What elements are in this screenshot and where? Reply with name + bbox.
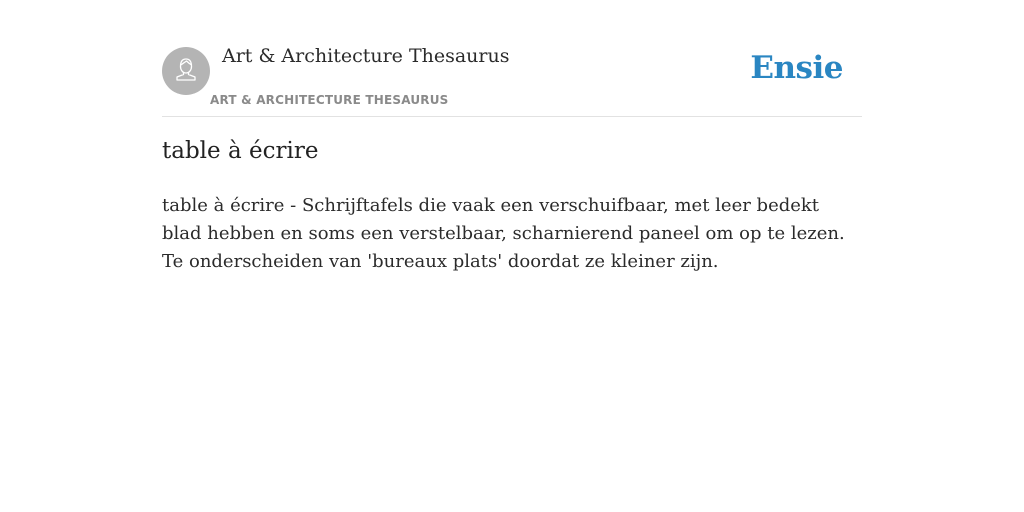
author-header <box>162 40 862 117</box>
author-avatar[interactable] <box>162 47 210 95</box>
page-title: table à écrire <box>162 138 319 164</box>
user-icon <box>171 54 201 89</box>
definition-text: table à écrire - Schrijftafels die vaak een verschuifbaar, met leer bedekt blad hebben en soms een verstelbaar, scharnierend paneel om op te lezen. Te onderscheiden van 'bureaux plats' doordat ze kleiner zijn. <box>162 195 845 272</box>
author-subtitle: ART & ARCHITECTURE THESAURUS <box>210 93 449 107</box>
ensie-logo[interactable]: Ensie <box>750 50 843 86</box>
author-name-link[interactable]: Art & Architecture Thesaurus <box>222 45 510 67</box>
